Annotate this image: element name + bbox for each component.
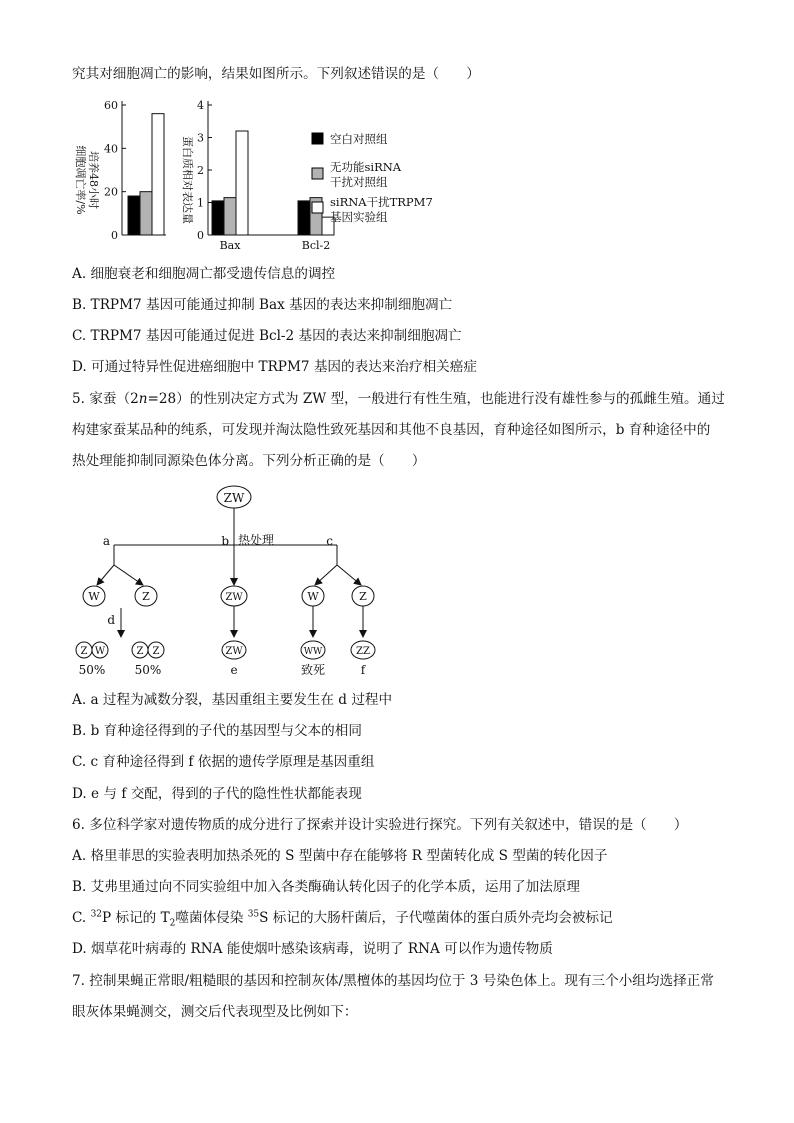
legend-swatch-experimental (312, 202, 323, 213)
path-a-label: a (102, 534, 110, 548)
zz-label: ZZ (356, 646, 370, 657)
chart1-bar (140, 192, 152, 235)
q6-option-b: B. 艾弗里通过向不同实验组中加入各类酶确认转化因子的化学本质，运用了加法原理 (72, 879, 581, 895)
q4-option-b: B. TRPM7 基因可能通过抑制 Bax 基因的表达来抑制细胞凋亡 (72, 297, 453, 313)
out-zz-z2-label: Z (152, 646, 160, 657)
e-zw-label: ZW (225, 646, 243, 657)
path-b-label: b (221, 534, 229, 548)
q4-intro: 究其对细胞凋亡的影响，结果如图所示。下列叙述错误的是（ ） (72, 66, 480, 82)
ww-label: WW (303, 647, 323, 657)
q7-stem-line1: 7. 控制果蝇正常眼/粗糙眼的基因和控制灰体/黑檀体的基因均位于 3 号染色体上。现有三个小组均选择正常 (72, 973, 714, 989)
q4-option-a: A. 细胞衰老和细胞凋亡都受遗传信息的调控 (72, 266, 336, 282)
chart2-bar (212, 201, 224, 235)
q5-option-b: B. b 育种途径得到的子代的基因型与父本的相同 (72, 723, 362, 739)
q6-stem: 6. 多位科学家对遗传物质的成分进行了探索并设计实验进行探究。下列有关叙述中，错误的是（ ） (72, 817, 688, 833)
path-c-label: c (326, 534, 333, 548)
chart1-ylabel-line1: 培养48小时 (87, 151, 100, 209)
q6-option-c: C. $^{32}$P 标记的 $T_2$噬菌体侵染 $^{35}$S 标记的大肠杆菌后，子代噬菌体的蛋白质外壳均会被标记 (72, 909, 613, 929)
pct-zw: 50% (78, 663, 106, 677)
e-label: e (230, 663, 238, 677)
q5-option-c: C. c 育种途径得到 f 依据的遗传学原理是基因重组 (72, 754, 375, 770)
chart1 (104, 99, 166, 242)
chart1-tick-label: 0 (111, 229, 118, 242)
pct-zz: 50% (134, 663, 162, 677)
legend-item3-line2: 基因实验组 (330, 210, 388, 224)
legend-item2-line1: 无功能siRNA (330, 160, 402, 174)
c-z-label: Z (359, 590, 367, 603)
chart1-tick-label: 40 (104, 142, 118, 156)
q4-option-d: D. 可通过特异性促进癌细胞中 TRPM7 基因的表达来治疗相关癌症 (72, 359, 477, 375)
chart2-bar (298, 201, 310, 235)
chart2-tick-label: 0 (197, 229, 204, 242)
q5-stem-line1: 5. 家蚕（2n=28）的性别决定方式为 ZW 型，一般进行有性生殖，也能进行没有雄性参与的孤雌生殖。通过 (72, 391, 725, 407)
chart1-tick-label: 60 (104, 99, 118, 112)
a-z-label: Z (142, 590, 150, 603)
legend (312, 132, 433, 224)
chart2-tick-label: 4 (197, 99, 204, 112)
q5-stem-line2: 构建家蚕某品种的纯系，可发现并淘汰隐性致死基因和其他不良基因，育种途径如图所示，b 育种途径中的 (72, 422, 711, 438)
q5-stem-line3: 热处理能抑制同源染色体分离。下列分析正确的是（ ） (72, 453, 426, 469)
q6-option-d: D. 烟草花叶病毒的 RNA 能使烟叶感染该病毒，说明了 RNA 可以作为遗传物质 (72, 941, 553, 957)
legend-item1: 空白对照组 (330, 132, 388, 146)
q5-option-d: D. e 与 f 交配，得到的子代的隐性性状都能表现 (72, 786, 362, 802)
q7-stem-line2: 眼灰体果蝇测交，测交后代表现型及比例如下： (72, 1004, 358, 1020)
chart2-tick-label: 1 (197, 196, 204, 210)
legend-item2-line2: 干扰对照组 (330, 175, 388, 189)
chart2-category-label: Bax (219, 239, 241, 252)
legend-item3-line1: siRNA干扰TRPM7 (330, 195, 433, 209)
chart2-tick-label: 2 (197, 164, 204, 177)
breeding-diagram (72, 482, 412, 682)
q4-figure (72, 92, 472, 262)
chart2-bar (236, 131, 248, 235)
legend-swatch-nonfunctional (312, 168, 323, 179)
a-w-label: W (88, 590, 100, 603)
chart2-bar (224, 198, 236, 235)
root-zw-label: ZW (223, 491, 245, 505)
c-w-label: W (307, 590, 319, 603)
chart1-bar (152, 114, 164, 235)
q6-option-a: A. 格里菲思的实验表明加热杀死的 S 型菌中存在能够将 R 型菌转化成 S 型菌的转化因子 (72, 848, 608, 864)
b-zw-label: ZW (225, 592, 243, 603)
out-zw-z-label: Z (80, 646, 88, 657)
lethal-label: 致死 (300, 663, 326, 677)
chart1-tick-label: 20 (104, 185, 118, 199)
q5-option-a: A. a 过程为减数分裂，基因重组主要发生在 d 过程中 (72, 692, 393, 708)
f-label: f (360, 663, 366, 677)
out-zz-z1-label: Z (136, 646, 144, 657)
q4-option-c: C. TRPM7 基因可能通过促进 Bcl-2 基因的表达来抑制细胞凋亡 (72, 328, 462, 344)
legend-swatch-blank (312, 133, 323, 144)
chart2-category-label: Bcl-2 (301, 239, 331, 252)
chart1-ylabel-line2: 细胞凋亡率/% (74, 145, 87, 215)
chart2-tick-label: 3 (197, 131, 204, 145)
chart2-ylabel: 蛋白质相对表达量 (181, 136, 194, 224)
out-zw-w-label: W (94, 646, 106, 657)
path-d-label: d (107, 613, 115, 627)
chart1-bar (128, 196, 140, 235)
heat-label: 热处理 (238, 533, 275, 547)
